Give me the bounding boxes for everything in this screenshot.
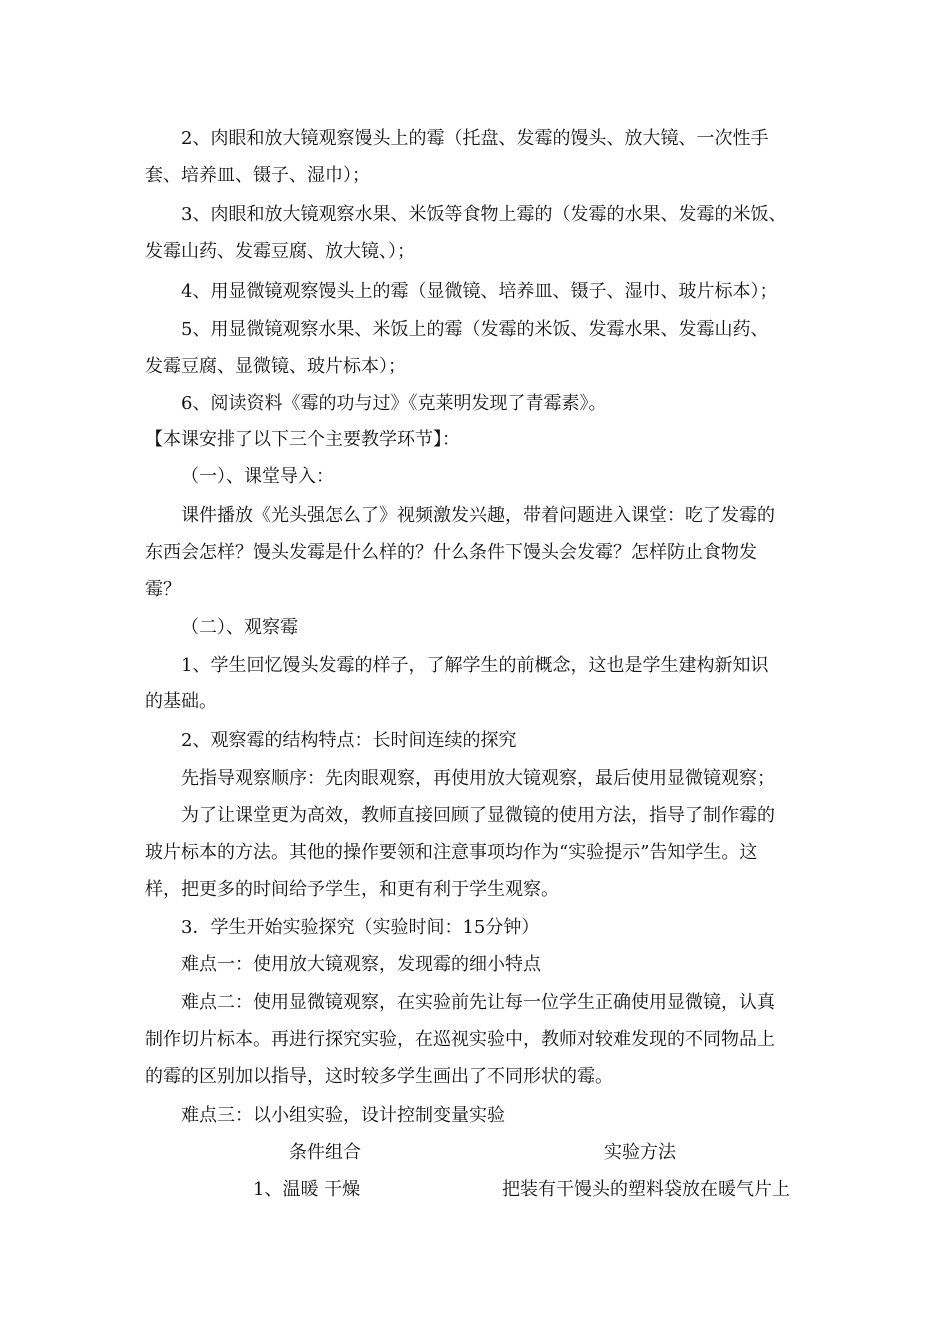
paragraph-line: 6、阅读资料《霉的功与过》《克莱明发现了青霉素》。: [181, 393, 607, 414]
paragraph-line: 制作切片标本。再进行探究实验，在巡视实验中，教师对较难发现的不同物品上: [145, 1029, 775, 1050]
paragraph-line: 课件播放《光头强怎么了》视频激发兴趣，带着问题进入课堂：吃了发霉的: [181, 505, 775, 526]
paragraph-line: 霉？: [145, 579, 181, 600]
paragraph-line: 发霉豆腐、显微镜、玻片标本）；: [145, 356, 406, 377]
paragraph-line: 难点二：使用显微镜观察，在实验前先让每一位学生正确使用显微镜，认真: [181, 992, 775, 1013]
section-heading: 【本课安排了以下三个主要教学环节】：: [145, 429, 460, 450]
paragraph-line: 1、学生回忆馒头发霉的样子，了解学生的前概念，这也是学生建构新知识: [181, 655, 769, 676]
paragraph-line: 先指导观察顺序：先肉眼观察，再使用放大镜观察，最后使用显微镜观察；: [181, 768, 775, 789]
paragraph-line: 玻片标本的方法。其他的操作要领和注意事项均作为“实验提示”告知学生。这: [145, 842, 758, 863]
paragraph-line: 难点三：以小组实验，设计控制变量实验: [181, 1105, 505, 1126]
paragraph-line: 3．学生开始实验探究（实验时间：15分钟）: [181, 917, 540, 938]
paragraph-line: 发霉山药、发霉豆腐、放大镜、）；: [145, 241, 415, 262]
paragraph-line: 3、肉眼和放大镜观察水果、米饭等食物上霉的（发霉的水果、发霉的米饭、: [181, 204, 787, 225]
paragraph-line: 东西会怎样？馒头发霉是什么样的？什么条件下馒头会发霉？怎样防止食物发: [145, 542, 757, 563]
table-cell-method: 把装有干馒头的塑料袋放在暖气片上: [502, 1179, 790, 1200]
paragraph-line: 难点一：使用放大镜观察，发现霉的细小特点: [181, 954, 541, 975]
paragraph-line: 4、用显微镜观察馒头上的霉（显微镜、培养皿、镊子、湿巾、玻片标本）；: [181, 281, 778, 302]
table-cell-condition: 1、温暖 干燥: [253, 1179, 361, 1200]
paragraph-line: 的基础。: [145, 691, 217, 712]
paragraph-line: 5、用显微镜观察水果、米饭上的霉（发霉的米饭、发霉水果、发霉山药、: [181, 319, 769, 340]
table-header-method: 实验方法: [604, 1142, 676, 1163]
table-header-condition: 条件组合: [289, 1142, 361, 1163]
paragraph-line: 为了让课堂更为高效，教师直接回顾了显微镜的使用方法，指导了制作霉的: [181, 805, 775, 826]
paragraph-line: 2、观察霉的结构特点：长时间连续的探究: [181, 730, 517, 751]
paragraph-line: 2、肉眼和放大镜观察馒头上的霉（托盘、发霉的馒头、放大镜、一次性手: [181, 128, 769, 149]
paragraph-line: 套、培养皿、镊子、湿巾）；: [145, 165, 370, 186]
subsection-heading: （二）、观察霉: [181, 617, 298, 638]
paragraph-line: 样，把更多的时间给予学生，和更有利于学生观察。: [145, 879, 559, 900]
paragraph-line: 的霉的区别加以指导，这时较多学生画出了不同形状的霉。: [145, 1066, 613, 1087]
subsection-heading: （一）、课堂导入：: [181, 466, 334, 487]
